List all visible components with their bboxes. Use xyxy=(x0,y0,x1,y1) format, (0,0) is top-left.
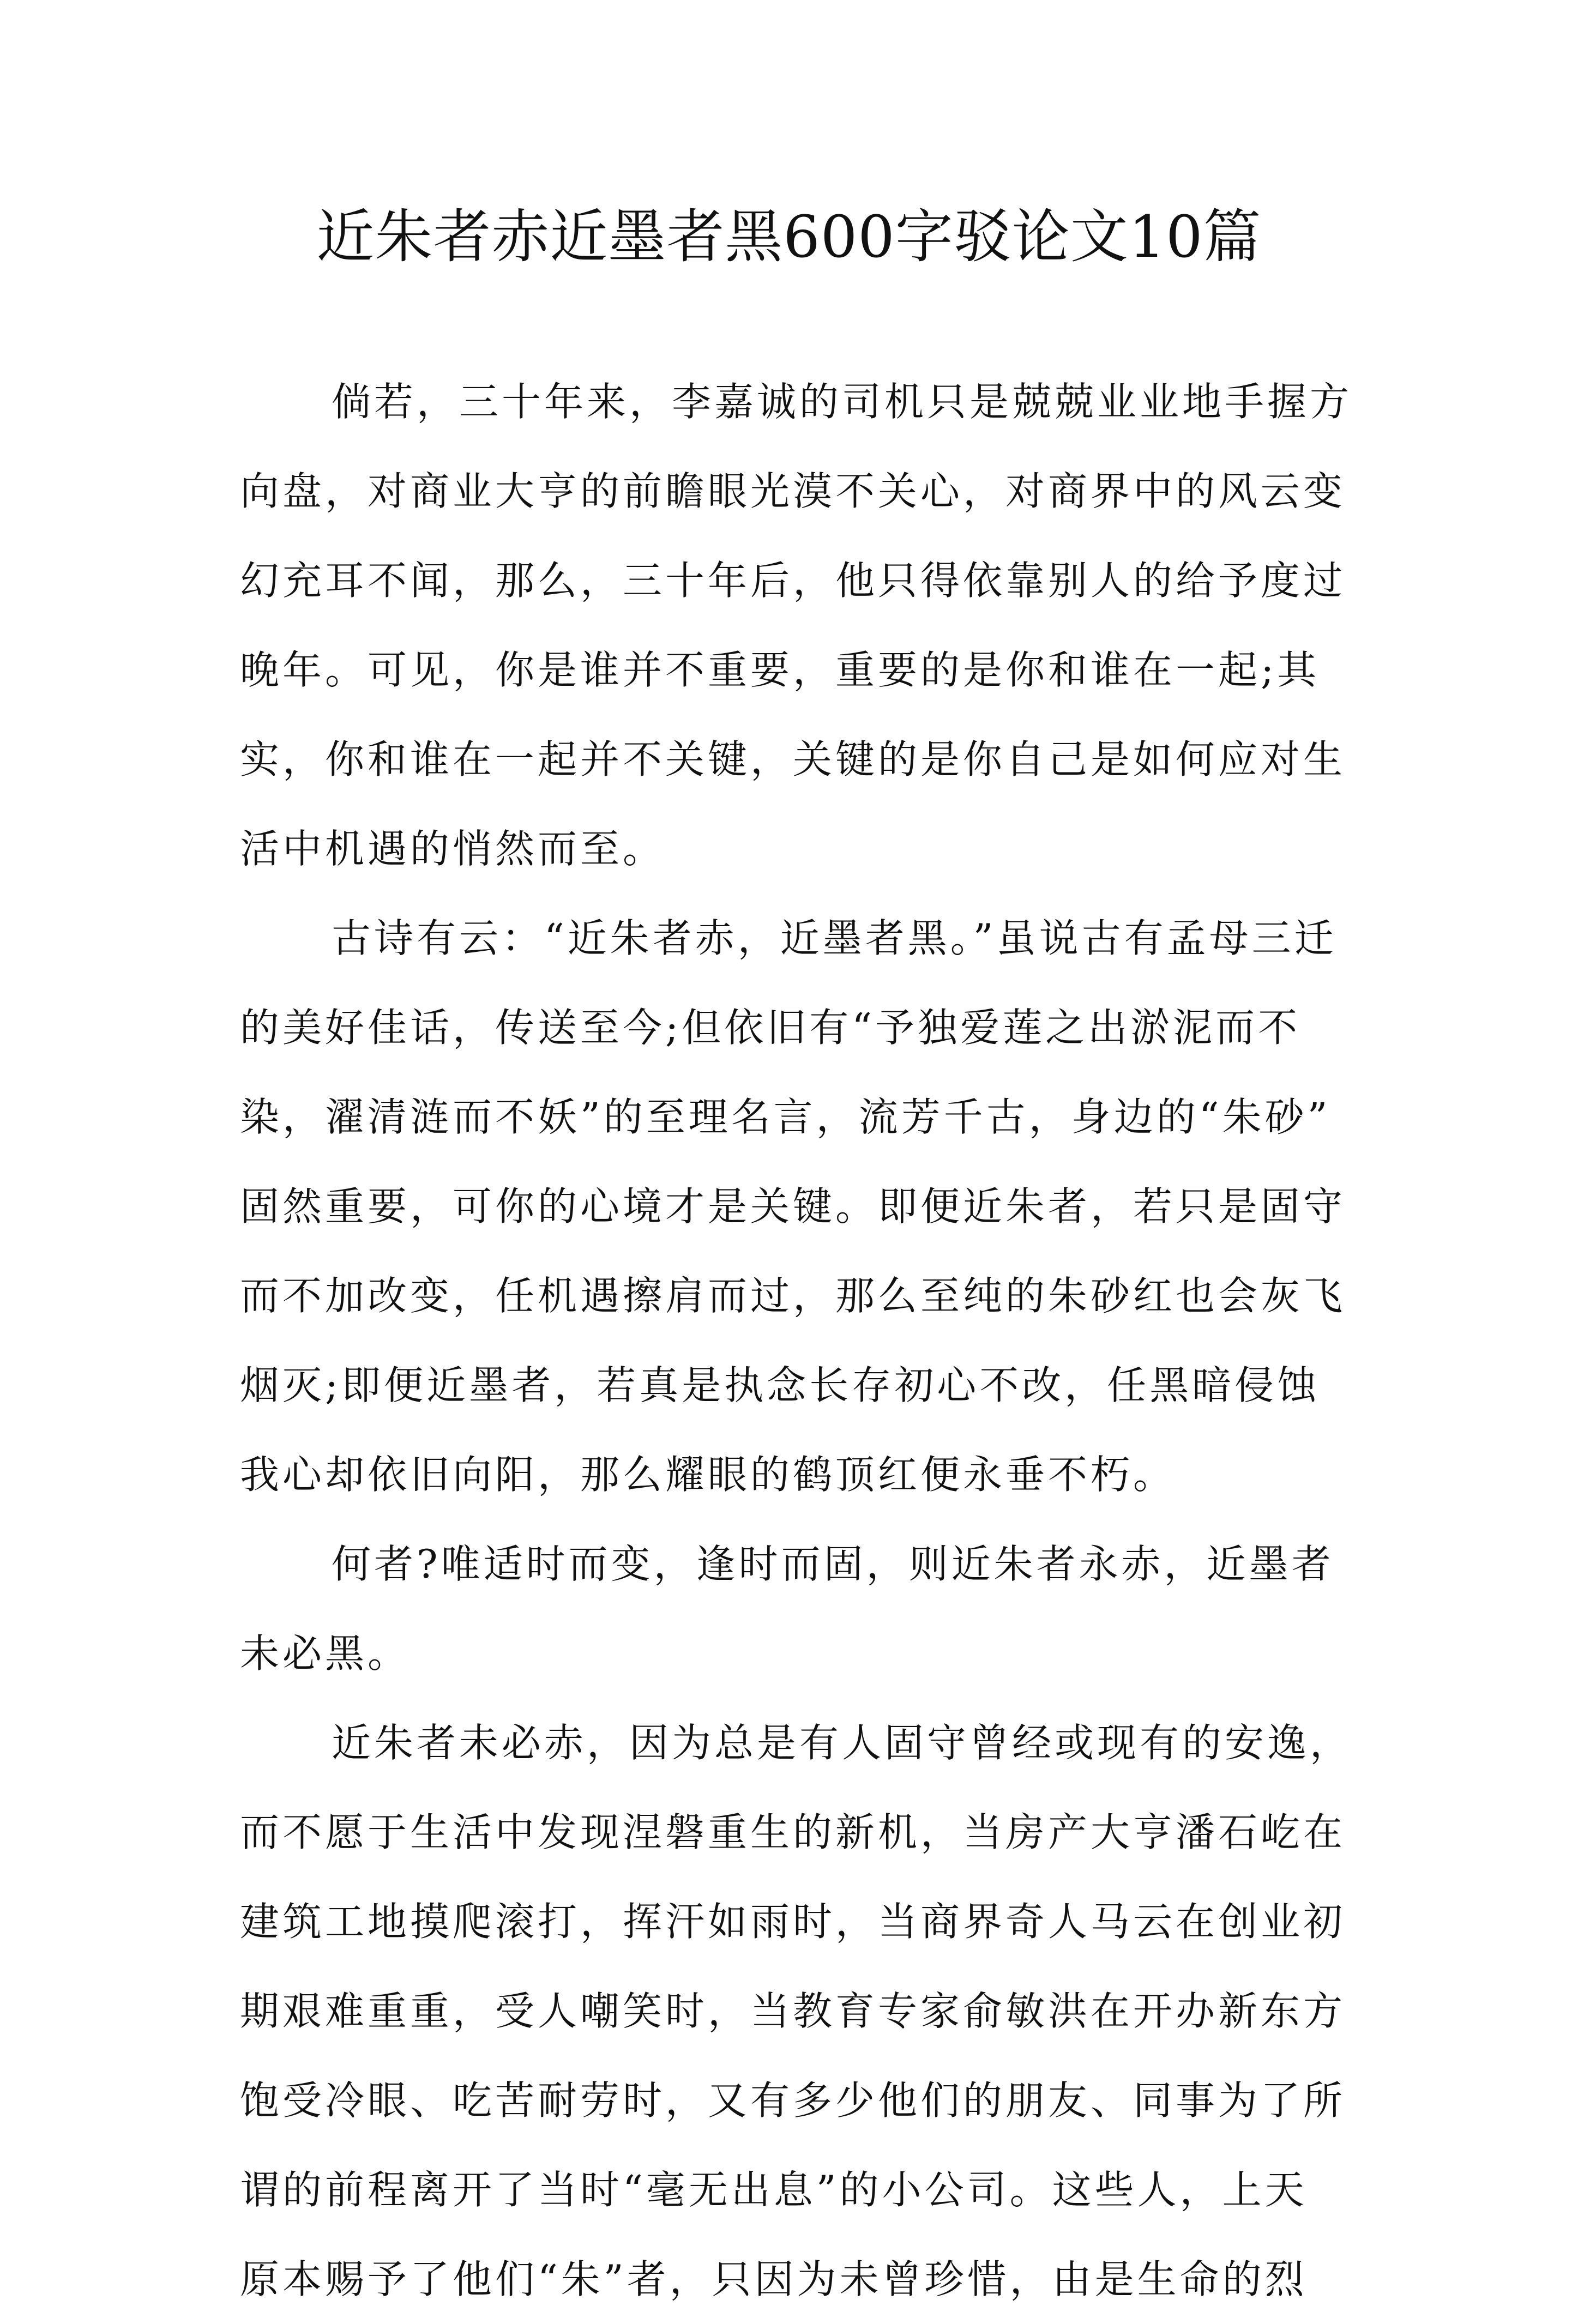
text-line: 原本赐予了他们“朱”者，只因为未曾珍惜，由是生命的烈 xyxy=(240,2256,1308,2302)
text-line: 何者?唯适时而变，逢时而固，则近朱者永赤，近墨者 xyxy=(332,1541,1334,1587)
text-line: 实，你和谁在一起并不关键，关键的是你自己是如何应对生 xyxy=(240,737,1346,782)
text-line: 活中机遇的悄然而至。 xyxy=(240,826,666,872)
text-line: 的美好佳话，传送至今;但依旧有“予独爱莲之出淤泥而不 xyxy=(240,1005,1301,1051)
text-line: 未必黑。 xyxy=(240,1631,411,1676)
text-line: 固然重要，可你的心境才是关键。即便近朱者，若只是固守 xyxy=(240,1184,1346,1229)
text-line: 倘若，三十年来，李嘉诚的司机只是兢兢业业地手握方 xyxy=(332,379,1353,425)
document-title: 近朱者赤近墨者黑600字驳论文10篇 xyxy=(316,203,1262,270)
document-body xyxy=(240,357,1353,2324)
text-line: 向盘，对商业大亨的前瞻眼光漠不关心，对商界中的风云变 xyxy=(240,468,1346,514)
text-line: 幻充耳不闻，那么，三十年后，他只得依靠别人的给予度过 xyxy=(240,558,1346,603)
paragraph-3 xyxy=(240,1519,1341,1698)
text-line: 谓的前程离开了当时“毫无出息”的小公司。这些人，上天 xyxy=(240,2167,1308,2213)
paragraph-1 xyxy=(240,357,1353,894)
text-line: 古诗有云：“近朱者赤，近墨者黑。”虽说古有孟母三迁 xyxy=(332,915,1337,961)
text-line: 近朱者未必赤，因为总是有人固守曾经或现有的安逸， xyxy=(332,1720,1353,1766)
text-line: 染，濯清涟而不妖”的至理名言，流芳千古，身边的“朱砂” xyxy=(240,1094,1331,1140)
text-line: 饱受冷眼、吃苦耐劳时，又有多少他们的朋友、同事为了所 xyxy=(240,2078,1346,2123)
paragraph-4 xyxy=(240,1698,1353,2324)
text-line: 晚年。可见，你是谁并不重要，重要的是你和谁在一起;其 xyxy=(240,647,1320,693)
text-line: 建筑工地摸爬滚打，挥汗如雨时，当商界奇人马云在创业初 xyxy=(240,1899,1346,1945)
text-line: 期艰难重重，受人嘲笑时，当教育专家俞敏洪在开办新东方 xyxy=(240,1988,1346,2034)
paragraph-2 xyxy=(240,894,1346,1519)
text-line: 我心却依旧向阳，那么耀眼的鹤顶红便永垂不朽。 xyxy=(240,1452,1176,1498)
text-line: 烟灭;即便近墨者，若真是执念长存初心不改，任黑暗侵蚀 xyxy=(240,1362,1320,1408)
text-line: 而不加改变，任机遇擦肩而过，那么至纯的朱砂红也会灰飞 xyxy=(240,1273,1346,1319)
text-line: 而不愿于生活中发现涅磐重生的新机，当房产大亨潘石屹在 xyxy=(240,1809,1346,1855)
